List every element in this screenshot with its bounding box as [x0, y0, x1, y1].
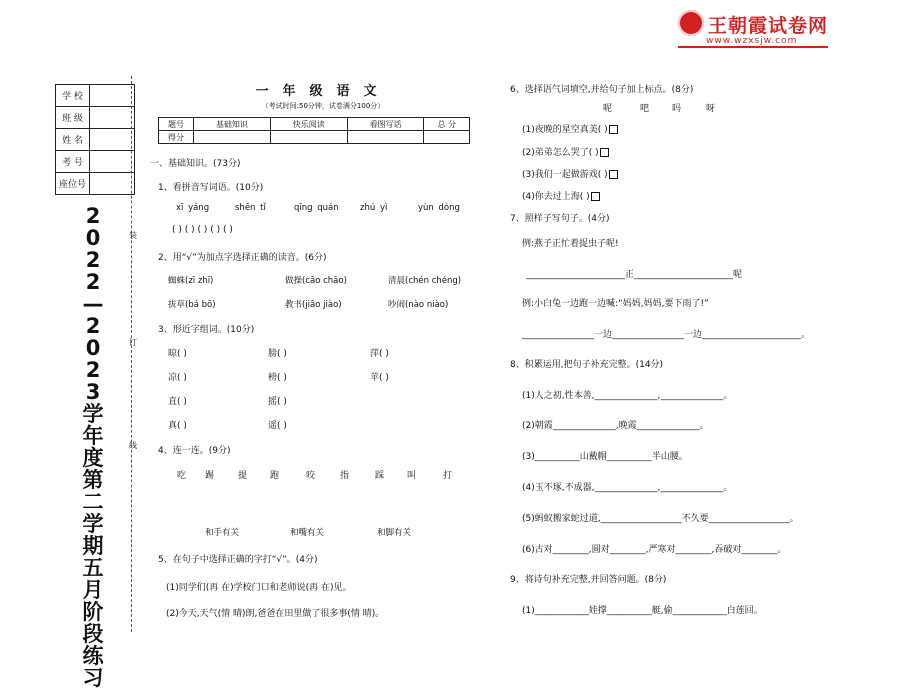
word-blank[interactable]: 直( ) [168, 397, 187, 407]
info-row [56, 173, 135, 195]
binding-mark: 订 [129, 338, 137, 347]
fill-blank[interactable]: (1)人之初,性本善,______________,______________。 [522, 391, 733, 401]
info-blank[interactable] [90, 129, 135, 151]
fill-blank[interactable]: ______________________正______________________呢 [526, 270, 743, 280]
punctuation-box[interactable] [609, 170, 618, 179]
exam-subtitle: （考试时间:50分钟，试卷满分100分） [261, 102, 385, 110]
choice-item[interactable]: 吵闹(nào niào) [388, 300, 449, 310]
info-label: 座位号 [56, 173, 90, 195]
fill-blank[interactable]: (5)蚂蚁搬家蛇过道,__________________不久要__________________。 [522, 514, 799, 524]
sentence-text: (4)你去过上海( ) [522, 192, 590, 202]
info-blank[interactable] [90, 151, 135, 173]
question-title: 6、选择语气词填空,并给句子加上标点。(8分) [510, 85, 694, 95]
word-blank[interactable]: 晾( ) [168, 349, 187, 359]
vertical-exam-title: 2022—2023学年度第二学期五月阶段练习 [82, 204, 104, 690]
brand-logo [678, 10, 838, 50]
verb-item[interactable]: 叫 [407, 471, 417, 481]
question-title: 2、用“√”为加点字选择正确的读音。(6分) [158, 253, 327, 263]
choice-item[interactable]: 清晨(chén chéng) [388, 276, 462, 286]
punctuation-box[interactable] [591, 192, 600, 201]
question-title: 9、将诗句补充完整,并回答问题。(8分) [510, 575, 667, 585]
score-input[interactable] [270, 131, 347, 144]
word-blank[interactable]: 遥( ) [268, 421, 287, 431]
example-sentence: 例:燕子正忙着捉虫子呢! [522, 239, 619, 249]
score-cell: 总 分 [424, 118, 470, 131]
choice-item[interactable]: 拔草(bá bō) [168, 300, 216, 310]
sentence-text: (2)弟弟怎么哭了( ) [522, 148, 599, 158]
score-cell: 快乐阅读 [270, 118, 347, 131]
brand-url: www.wzxsjw.com [706, 36, 798, 46]
word-blank[interactable]: 摇( ) [268, 397, 287, 407]
verb-item[interactable]: 跑 [270, 471, 280, 481]
word-blank[interactable]: 凉( ) [168, 373, 187, 383]
score-cell: 看图写话 [347, 118, 424, 131]
word-blank[interactable]: 苹( ) [370, 373, 389, 383]
word-option: 呢 [603, 104, 613, 114]
pinyin-item: qīng quán [294, 203, 339, 213]
choice-item[interactable]: 做操(cāo chāo) [285, 276, 347, 286]
score-input[interactable] [424, 131, 470, 144]
fill-blank[interactable]: (1)____________娃撑__________艇,偷____________白莲回。 [522, 606, 763, 616]
sentence-item[interactable] [522, 145, 609, 158]
pinyin-item: xī yáng [176, 203, 210, 213]
pinyin-item: shēn tǐ [235, 203, 266, 213]
choice-item[interactable]: 蜘蛛(zī zhī) [168, 276, 214, 286]
group-label[interactable]: 和脚有关 [377, 528, 412, 538]
question-title: 3、形近字组词。(10分) [158, 325, 255, 335]
binding-mark: 线 [129, 441, 137, 450]
verb-item[interactable]: 咬 [306, 471, 316, 481]
word-option: 吧 [640, 104, 650, 114]
question-title: 1、看拼音写词语。(10分) [158, 183, 264, 193]
info-row [56, 129, 135, 151]
fill-blank[interactable]: (6)古对________,圆对________,严寒对________,吞破对________。 [522, 545, 787, 555]
word-blank[interactable]: 榜( ) [268, 373, 287, 383]
brand-name: 王朝霞试卷网 [708, 15, 829, 37]
question-title: 7、照样子写句子。(4分) [510, 214, 610, 224]
info-blank[interactable] [90, 85, 135, 107]
section-heading: 一、基础知识。(73分) [150, 159, 241, 169]
score-input[interactable] [347, 131, 424, 144]
example-sentence: 例:小白兔一边跑一边喊:“妈妈,妈妈,要下雨了!” [522, 299, 709, 309]
group-label[interactable]: 和手有关 [205, 528, 240, 538]
fill-blank[interactable]: (4)玉不琢,不成器,______________,______________。 [522, 483, 733, 493]
info-blank[interactable] [90, 107, 135, 129]
question-title: 4、连一连。(9分) [158, 446, 231, 456]
verb-item[interactable]: 踩 [375, 471, 385, 481]
sentence-item[interactable] [522, 122, 618, 135]
info-row [56, 85, 135, 107]
logo-underline [678, 46, 828, 48]
question-title: 8、积累运用,把句子补充完整。(14分) [510, 360, 664, 370]
sentence-item[interactable]: (1)同学们(再 在)学校门口和老师说(再 在)见。 [166, 583, 352, 593]
word-blank[interactable]: 萍( ) [370, 349, 389, 359]
word-blank[interactable]: 膀( ) [268, 349, 287, 359]
info-label: 姓 名 [56, 129, 90, 151]
fill-blank[interactable]: ________________一边________________一边______________________。 [522, 330, 811, 340]
verb-item[interactable]: 打 [443, 471, 453, 481]
choice-item[interactable]: 教书(jiāo jiào) [285, 300, 342, 310]
info-label: 班 级 [56, 107, 90, 129]
score-cell: 基础知识 [194, 118, 271, 131]
page-title: 一年级语文 [255, 84, 391, 99]
info-label: 学 校 [56, 85, 90, 107]
word-option: 呀 [706, 104, 716, 114]
score-input[interactable] [194, 131, 271, 144]
sentence-item[interactable] [522, 189, 600, 202]
info-row [56, 151, 135, 173]
verb-item[interactable]: 吃 [177, 471, 187, 481]
sentence-text: (3)我们一起做游戏( ) [522, 170, 608, 180]
pinyin-item: yùn dòng [418, 203, 460, 213]
score-value-row [159, 131, 470, 144]
punctuation-box[interactable] [600, 148, 609, 157]
fill-blank[interactable]: (2)朝霞______________,晚霞______________。 [522, 421, 709, 431]
sentence-text: (1)夜晚的星空真美( ) [522, 125, 608, 135]
sentence-item[interactable]: (2)今天,天气(情 晴)朗,爸爸在田里做了很多事(情 晴)。 [166, 609, 385, 619]
logo-emblem-icon [678, 10, 704, 36]
punctuation-box[interactable] [609, 125, 618, 134]
fill-blank[interactable]: (3)__________山戴帽__________半山腰。 [522, 452, 688, 462]
score-table [158, 117, 470, 144]
question-title: 5、在句子中选择正确的字打“√”。(4分) [158, 555, 318, 565]
verb-item[interactable]: 指 [340, 471, 350, 481]
info-row [56, 107, 135, 129]
word-blank[interactable]: 真( ) [168, 421, 187, 431]
score-cell: 题号 [159, 118, 194, 131]
score-header-row [159, 118, 470, 131]
binding-mark: 装 [129, 231, 137, 240]
info-blank[interactable] [90, 173, 135, 195]
verb-item[interactable]: 提 [238, 471, 248, 481]
sentence-item[interactable] [522, 167, 618, 180]
group-label[interactable]: 和嘴有关 [290, 528, 325, 538]
score-cell: 得分 [159, 131, 194, 144]
word-option: 吗 [672, 104, 682, 114]
pinyin-item: zhú yì [360, 203, 388, 213]
binding-line [131, 76, 132, 632]
student-info-table [55, 84, 135, 195]
answer-brackets[interactable]: ( ) ( ) ( ) ( ) ( ) [172, 225, 233, 235]
info-label: 考 号 [56, 151, 90, 173]
verb-item[interactable]: 踢 [205, 471, 215, 481]
